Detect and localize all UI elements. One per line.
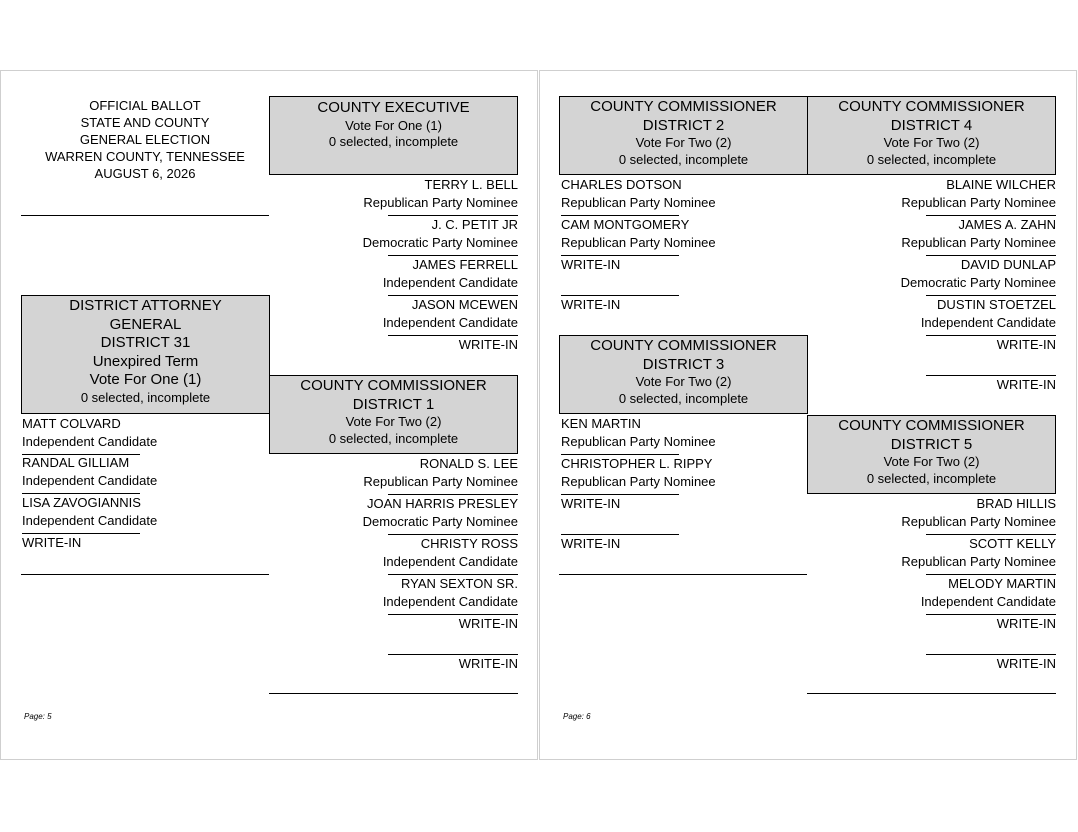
candidate-name: JAMES A. ZAHN: [958, 217, 1056, 232]
candidate-option[interactable]: [270, 575, 518, 615]
section-divider: [21, 215, 269, 216]
candidate-option[interactable]: [808, 256, 1056, 296]
race-title: COUNTY COMMISSIONER: [590, 98, 777, 115]
header-line: WARREN COUNTY, TENNESSEE: [45, 149, 245, 164]
section-divider: [807, 693, 1056, 694]
race-title: DISTRICT 1: [352, 395, 435, 413]
race-title: COUNTY COMMISSIONER: [300, 377, 487, 394]
race-header-county-executive: [269, 96, 518, 175]
candidate-party: Republican Party Nominee: [561, 434, 716, 449]
write-in-label: WRITE-IN: [561, 257, 621, 272]
candidate-party: Independent Candidate: [22, 513, 158, 528]
candidate-name: MATT COLVARD: [22, 416, 121, 431]
page-number: Page: 5: [24, 712, 52, 721]
candidate-option[interactable]: [808, 176, 1056, 216]
candidate-party: Republican Party Nominee: [901, 514, 1056, 529]
candidate-option[interactable]: [808, 296, 1056, 336]
candidate-name: LISA ZAVOGIANNIS: [22, 495, 141, 510]
candidate-option[interactable]: [561, 415, 809, 455]
candidate-option[interactable]: [808, 495, 1056, 535]
candidate-name: JAMES FERRELL: [412, 257, 518, 272]
candidate-party: Democratic Party Nominee: [362, 235, 518, 250]
write-in-label: WRITE-IN: [996, 377, 1056, 392]
race-title: COUNTY COMMISSIONER: [590, 337, 777, 354]
candidate-party: Independent Candidate: [920, 594, 1056, 609]
header-line: GENERAL ELECTION: [79, 132, 211, 147]
candidate-party: Republican Party Nominee: [901, 554, 1056, 569]
write-in-label: WRITE-IN: [458, 656, 518, 671]
selection-status: 0 selected, incomplete: [866, 470, 997, 486]
candidate-option[interactable]: [270, 455, 518, 495]
candidate-name: CHRISTOPHER L. RIPPY: [561, 456, 713, 471]
candidate-name: DAVID DUNLAP: [960, 257, 1056, 272]
vote-for-instruction: Vote For One (1): [89, 371, 202, 388]
race-title: DISTRICT 4: [890, 116, 973, 134]
candidate-party: Independent Candidate: [382, 275, 518, 290]
selection-status: 0 selected, incomplete: [618, 151, 749, 167]
candidate-option[interactable]: [270, 296, 518, 336]
write-in-option[interactable]: [808, 376, 1056, 416]
write-in-label: WRITE-IN: [458, 337, 518, 352]
page-number: Page: 6: [563, 712, 591, 721]
write-in-option[interactable]: [808, 336, 1056, 376]
vote-for-instruction: Vote For Two (2): [635, 374, 732, 389]
candidate-party: Democratic Party Nominee: [362, 514, 518, 529]
candidate-name: BLAINE WILCHER: [946, 177, 1056, 192]
candidate-option[interactable]: [22, 415, 270, 455]
write-in-option[interactable]: [561, 256, 809, 296]
write-in-option[interactable]: [22, 534, 270, 574]
candidate-name: BRAD HILLIS: [976, 496, 1056, 511]
candidate-party: Republican Party Nominee: [363, 474, 518, 489]
race-header-district-attorney: [21, 295, 270, 414]
header-line: AUGUST 6, 2026: [94, 166, 196, 181]
selection-status: 0 selected, incomplete: [866, 151, 997, 167]
write-in-label: WRITE-IN: [996, 616, 1056, 631]
write-in-option[interactable]: [270, 336, 518, 376]
write-in-option[interactable]: [561, 535, 809, 575]
vote-for-instruction: Vote For Two (2): [883, 454, 980, 469]
race-title: DISTRICT 3: [642, 355, 725, 373]
candidate-name: CHRISTY ROSS: [420, 536, 518, 551]
race-title: COUNTY COMMISSIONER: [838, 417, 1025, 434]
race-header-commissioner-district-3: [559, 335, 808, 414]
write-in-label: WRITE-IN: [561, 297, 621, 312]
candidate-option[interactable]: [270, 256, 518, 296]
section-divider: [559, 574, 807, 575]
header-line: OFFICIAL BALLOT: [89, 98, 201, 113]
candidate-option[interactable]: [561, 176, 809, 216]
race-title: COUNTY COMMISSIONER: [838, 98, 1025, 115]
candidate-option[interactable]: [22, 454, 270, 494]
race-header-commissioner-district-1: [269, 375, 518, 454]
candidate-option[interactable]: [561, 216, 809, 256]
race-title: DISTRICT ATTORNEY: [69, 297, 222, 314]
candidate-name: KEN MARTIN: [561, 416, 641, 431]
race-title: DISTRICT 5: [890, 435, 973, 453]
candidate-option[interactable]: [808, 216, 1056, 256]
vote-for-instruction: Vote For One (1): [345, 117, 442, 133]
candidate-party: Independent Candidate: [382, 594, 518, 609]
write-in-option[interactable]: [270, 615, 518, 655]
write-in-label: WRITE-IN: [561, 496, 621, 511]
vote-for-instruction: Vote For Two (2): [345, 414, 442, 429]
candidate-option[interactable]: [270, 535, 518, 575]
candidate-option[interactable]: [561, 455, 809, 495]
selection-status: 0 selected, incomplete: [618, 390, 749, 406]
race-header-commissioner-district-2: [559, 96, 808, 175]
candidate-name: RONALD S. LEE: [419, 456, 518, 471]
candidate-name: SCOTT KELLY: [969, 536, 1056, 551]
candidate-name: RYAN SEXTON SR.: [400, 576, 518, 591]
race-header-commissioner-district-4: [807, 96, 1056, 175]
candidate-name: CHARLES DOTSON: [561, 177, 682, 192]
write-in-option[interactable]: [270, 655, 518, 695]
candidate-party: Republican Party Nominee: [561, 195, 716, 210]
candidate-party: Republican Party Nominee: [901, 195, 1056, 210]
ballot-page-5: [0, 70, 538, 760]
candidate-name: JASON MCEWEN: [411, 297, 518, 312]
candidate-name: JOAN HARRIS PRESLEY: [367, 496, 518, 511]
section-divider: [21, 574, 269, 575]
write-in-label: WRITE-IN: [22, 535, 82, 550]
candidate-party: Republican Party Nominee: [561, 235, 716, 250]
ballot-header: [21, 97, 269, 182]
write-in-label: WRITE-IN: [996, 337, 1056, 352]
race-title: COUNTY EXECUTIVE: [317, 99, 470, 116]
candidate-option[interactable]: [270, 216, 518, 256]
write-in-label: WRITE-IN: [996, 656, 1056, 671]
candidate-party: Independent Candidate: [382, 554, 518, 569]
write-in-option[interactable]: [808, 655, 1056, 695]
write-in-option[interactable]: [561, 296, 809, 336]
write-in-label: WRITE-IN: [561, 536, 621, 551]
candidate-option[interactable]: [808, 575, 1056, 615]
selection-status: 0 selected, incomplete: [328, 430, 459, 446]
race-title: DISTRICT 2: [642, 116, 725, 134]
candidate-party: Republican Party Nominee: [363, 195, 518, 210]
race-title: GENERAL: [109, 315, 182, 333]
candidate-party: Democratic Party Nominee: [900, 275, 1056, 290]
candidate-name: TERRY L. BELL: [424, 177, 518, 192]
candidate-option[interactable]: [808, 535, 1056, 575]
candidate-party: Independent Candidate: [382, 315, 518, 330]
candidate-party: Republican Party Nominee: [561, 474, 716, 489]
candidate-name: MELODY MARTIN: [948, 576, 1056, 591]
candidate-party: Independent Candidate: [22, 434, 158, 449]
write-in-option[interactable]: [808, 615, 1056, 655]
write-in-label: WRITE-IN: [458, 616, 518, 631]
candidate-name: DUSTIN STOETZEL: [937, 297, 1056, 312]
write-in-option[interactable]: [561, 495, 809, 535]
selection-status: 0 selected, incomplete: [80, 389, 211, 405]
header-line: STATE AND COUNTY: [80, 115, 210, 130]
candidate-name: CAM MONTGOMERY: [561, 217, 690, 232]
vote-for-instruction: Vote For Two (2): [635, 135, 732, 150]
selection-status: 0 selected, incomplete: [328, 134, 459, 149]
candidate-name: RANDAL GILLIAM: [22, 455, 130, 470]
candidate-party: Independent Candidate: [920, 315, 1056, 330]
ballot-page-6: [539, 70, 1077, 760]
candidate-party: Independent Candidate: [22, 473, 158, 488]
vote-for-instruction: Vote For Two (2): [883, 135, 980, 150]
race-title: DISTRICT 31: [100, 334, 191, 351]
candidate-option[interactable]: [270, 495, 518, 535]
candidate-option[interactable]: [22, 494, 270, 534]
race-header-commissioner-district-5: [807, 415, 1056, 494]
section-divider: [269, 693, 518, 694]
race-title: Unexpired Term: [92, 352, 199, 370]
candidate-option[interactable]: [270, 176, 518, 216]
candidate-name: J. C. PETIT JR: [431, 217, 518, 232]
candidate-party: Republican Party Nominee: [901, 235, 1056, 250]
